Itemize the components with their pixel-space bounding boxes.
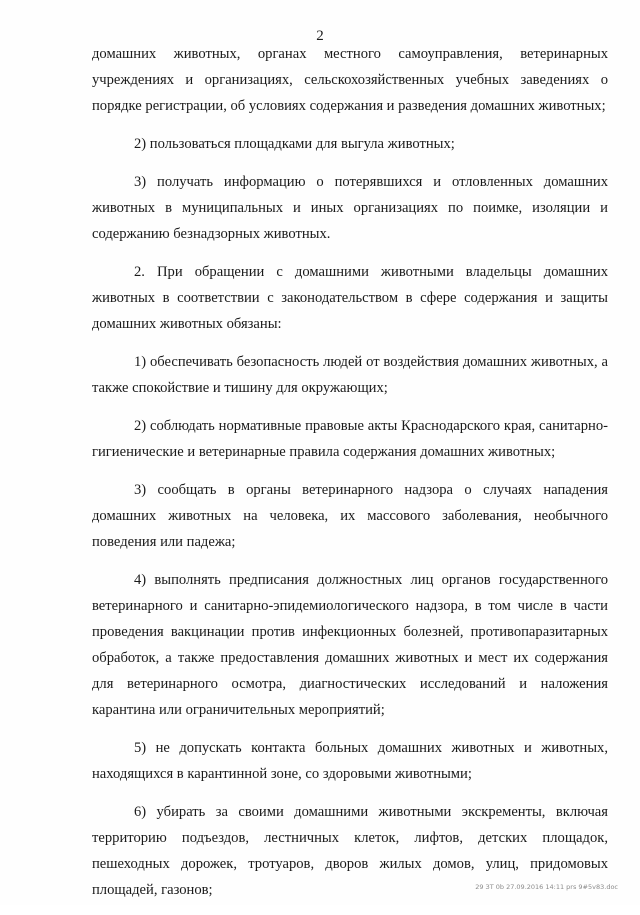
body-text bbox=[92, 41, 608, 915]
paragraph-section-2: 2. При обращении с домашними животными владельцы домашних животных в соответствии с законодательством в сфере содержания и защиты домашних животных обязаны: bbox=[92, 264, 608, 332]
paragraph-duty-5: 5) не допускать контакта больных домашних животных и животных, находящихся в карантинной зоне, со здоровыми животными; bbox=[92, 740, 608, 782]
paragraph-item-2: 2) пользоваться площадками для выгула животных; bbox=[134, 136, 455, 152]
paragraph-duty-2: 2) соблюдать нормативные правовые акты Краснодарского края, санитарно-гигиенические и ветеринарные правила содержания домашних животных; bbox=[92, 418, 608, 460]
paragraph-duty-3: 3) сообщать в органы ветеринарного надзора о случаях нападения домашних животных на человека, их массового заболевания, необычного поведения или падежа; bbox=[92, 482, 608, 550]
footer-code: 29 ЗТ 0b 27.09.2016 14:11 prs 9#5v83.doc bbox=[475, 883, 618, 891]
paragraph-duty-4: 4) выполнять предписания должностных лиц органов государственного ветеринарного и санитарно-эпидемиологического надзора, в том числе в части проведения вакцинации против инфекционных болезней, противопаразитарных обработок, а также предоставления домашних животных и мест их содержания для ветеринарного осмотра, диагностических исследований и наложения карантина или ограничительных мероприятий; bbox=[92, 572, 608, 718]
paragraph-item-3: 3) получать информацию о потерявшихся и отловленных домашних животных в муниципальных и иных организациях по поимке, изоляции и содержанию безнадзорных животных. bbox=[92, 174, 608, 242]
paragraph-continuation: домашних животных, органах местного самоуправления, ветеринарных учреждениях и организациях, сельскохозяйственных учебных заведениях о порядке регистрации, об условиях содержания и разведения домашних животных; bbox=[92, 46, 608, 114]
paragraph-duty-6: 6) убирать за своими домашними животными экскременты, включая территорию подъездов, лестничных клеток, лифтов, детских площадок, пешеходных дорожек, тротуаров, дворов жилых домов, улиц, придомовых площадей, газонов; bbox=[92, 804, 608, 898]
page-number: 2 bbox=[316, 28, 324, 44]
paragraph-duty-1: 1) обеспечивать безопасность людей от воздействия домашних животных, а также спокойствие и тишину для окружающих; bbox=[92, 354, 608, 396]
